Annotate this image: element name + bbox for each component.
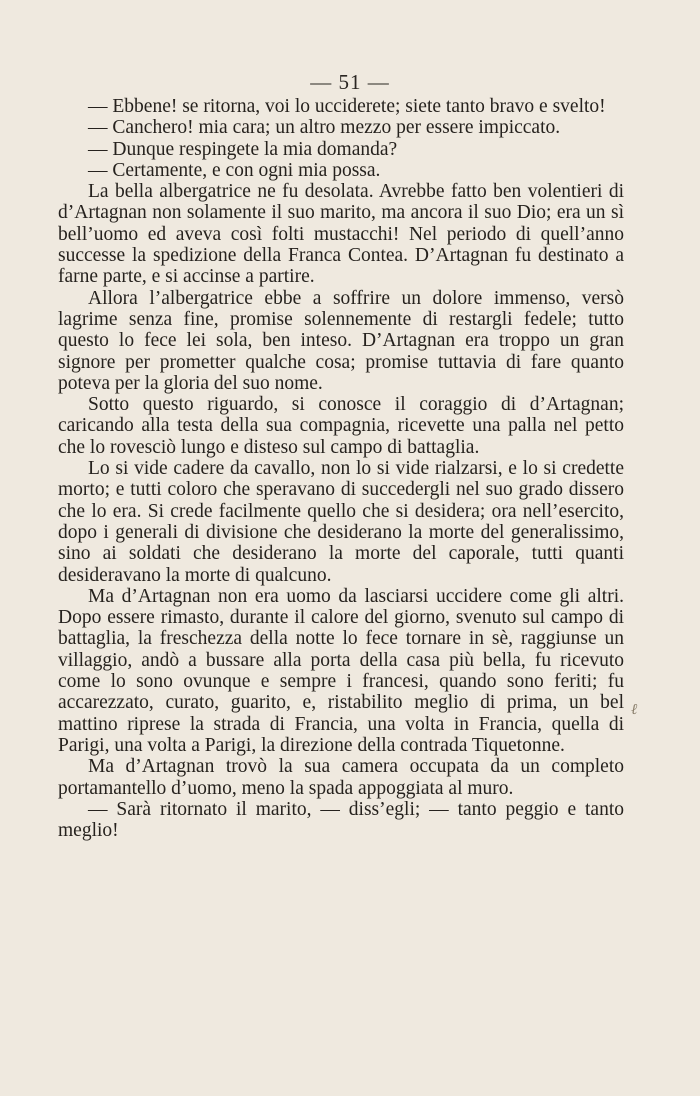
page-number: — 51 — (310, 70, 390, 94)
paragraph-11: — Sarà ritornato il marito, — diss’egli; — tanto peggio e tanto meglio! (58, 798, 624, 842)
margin-pencil-mark: ℓ (631, 702, 638, 718)
paragraph-4: — Certamente, e con ogni mia possa. (88, 159, 381, 181)
paragraph-1: — Ebbene! se ritorna, voi lo ucciderete; siete tanto bravo e svelto! (88, 96, 606, 117)
paragraph-5: La bella albergatrice ne fu desolata. Avrebbe fatto ben volentieri di d’Artagnan non solamente il suo marito, ma ancora il suo Dio; era un sì bell’uomo ed aveva così folti mustacchi! Nel periodo di quell’anno successe la spedizione della Franca Contea. D’Artagnan fu destinato a farne parte, e si accinse a partire. (58, 181, 624, 288)
page-body (58, 96, 624, 841)
paragraph-8: Lo si vide cadere da cavallo, non lo si vide rialzarsi, e lo si credette morto; e tutti coloro che speravano di succedergli nel suo grado dissero che lo era. Si crede facilmente quello che si desidera; ora nell’esercito, dopo i generali di divisione che desiderano la morte del generalissimo, sino ai soldati che desiderano la morte del caporale, tutti quanti desideravano la morte di qualcuno. (58, 458, 624, 586)
paragraph-2: — Canchero! mia cara; un altro mezzo per essere impiccato. (88, 117, 561, 139)
paragraph-3: — Dunque respingete la mia domanda? (88, 138, 398, 160)
paragraph-10: Ma d’Artagnan trovò la sua camera occupata da un completo portamantello d’uomo, meno la spada appoggiata al muro. (58, 756, 624, 799)
paragraph-9: Ma d’Artagnan non era uomo da lasciarsi uccidere come gli altri. Dopo essere rimasto, durante il calore del giorno, svenuto sul campo di battaglia, la freschezza della notte lo fece tornare in sè, raggiunse un villaggio, andò a bussare alla porta della casa più bella, fu ricevuto come lo sono ovunque e sempre i francesi, quando sono feriti; fu accarezzato, curato, guarito, e, ristabilito meglio di prima, un bel mattino riprese la strada di Francia, una volta in Francia, quella di Parigi, una volta a Parigi, la direzione della contrada Tiquetonne. (58, 585, 624, 756)
paragraph-7: Sotto questo riguardo, si conosce il coraggio di d’Artagnan; caricando alla testa della sua compagnia, ricevette una palla nel petto che lo rovesciò lungo e disteso sul campo di battaglia. (58, 394, 624, 458)
paragraph-6: Allora l’albergatrice ebbe a soffrire un dolore immenso, versò lagrime senza fine, promise solennemente di restargli fedele; tutto questo lo fece lei sola, ben inteso. D’Artagnan era troppo un gran signore per prometter qualche cosa; promise tuttavia di fare quanto poteva per la gloria del suo nome. (58, 287, 624, 394)
